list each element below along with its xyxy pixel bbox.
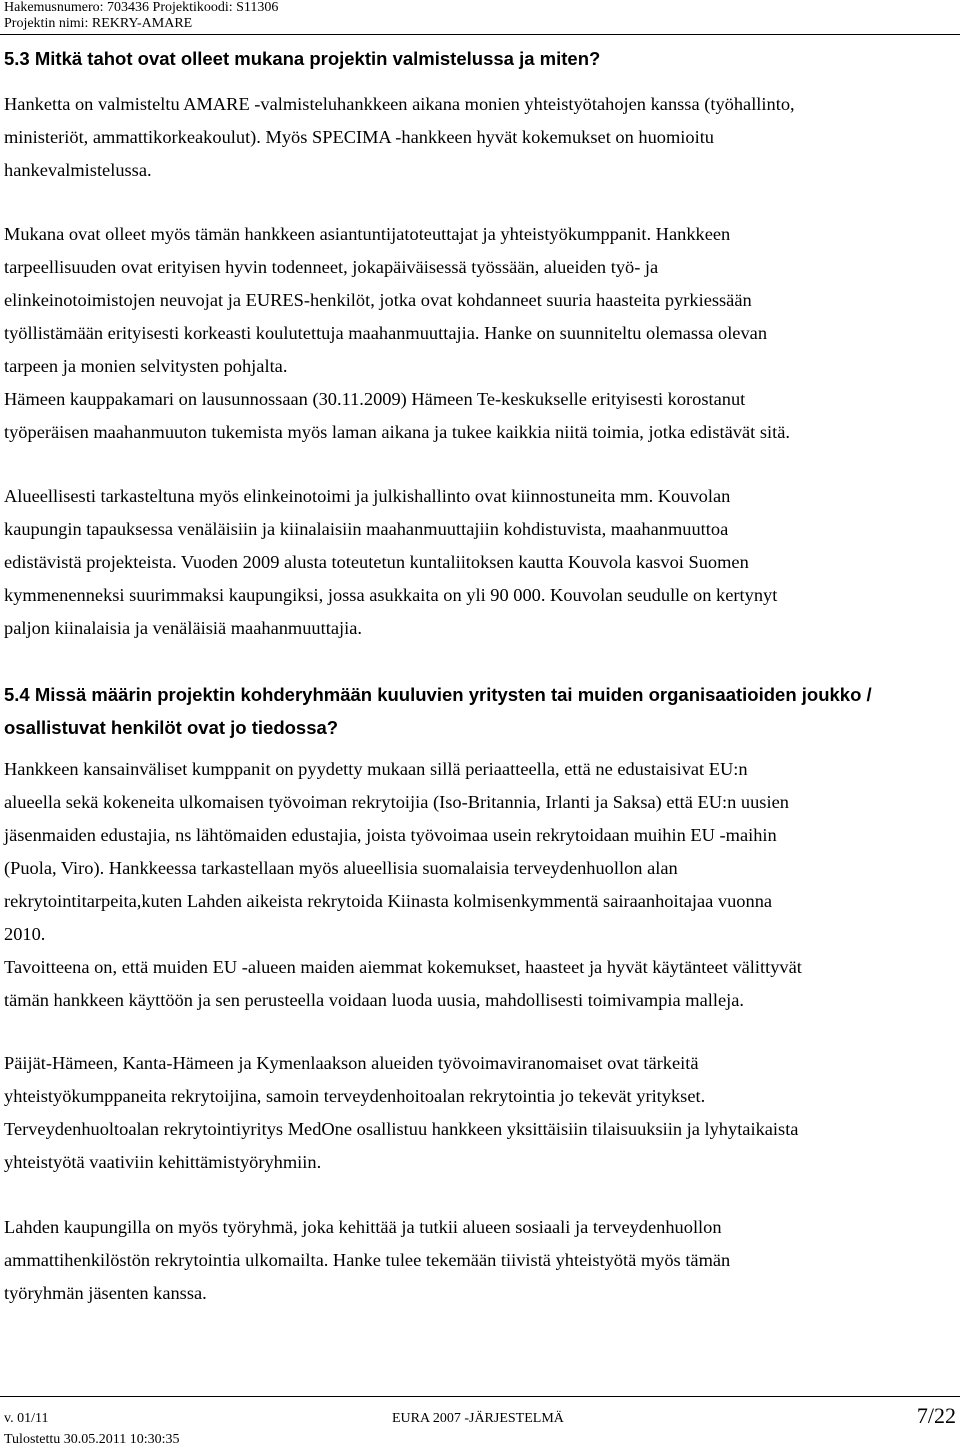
section-5-4-paragraph-3: Lahden kaupungilla on myös työryhmä, joka kehittää ja tutkii alueen sosiaali ja terveydenhuollon ammattihenkilöstön rekrytointia ulkomailta. Hanke tulee tekemään tiivistä yhteistyötä myös tämän työryhmän jäsenten kanssa. (4, 1217, 731, 1303)
header-rule (0, 34, 960, 35)
footer-printed-timestamp: Tulostettu 30.05.2011 10:30:35 (4, 1432, 180, 1447)
section-5-4-heading: 5.4 Missä määrin projektin kohderyhmään kuuluvien yritysten tai muiden organisaatioiden joukko / osallistuvat henkilöt ovat jo tiedossa? (4, 684, 872, 738)
footer-rule (0, 1396, 960, 1397)
footer-system-name: EURA 2007 -JÄRJESTELMÄ (392, 1411, 564, 1426)
section-5-3-paragraph-1: Hanketta on valmisteltu AMARE -valmisteluhankkeen aikana monien yhteistyötahojen kanssa (työhallinto, ministeriöt, ammattikorkeakoulut). Myös SPECIMA -hankkeen hyvät kokemukset on huomioitu hankevalmistelussa. (4, 94, 795, 180)
header-project-name: Projektin nimi: REKRY-AMARE (4, 16, 193, 31)
header-application-number: Hakemusnumero: 703436 Projektikoodi: S11306 (4, 0, 279, 15)
section-5-3-paragraph-3: Alueellisesti tarkasteltuna myös elinkeinotoimi ja julkishallinto ovat kiinnostuneita mm. Kouvolan kaupungin tapauksessa venäläisiin ja kiinalaisiin maahanmuuttajiin kohdistuvista, maahanmuuttoa edistävistä projekteista. Vuoden 2009 alusta toteutetun kuntaliitoksen kautta Kouvola kasvoi Suomen kymmenenneksi suurimmaksi kaupungiksi, jossa asukkaita on yli 90 000. Kouvolan seudulle on kertynyt paljon kiinalaisia ja venäläisiä maahanmuuttajia. (4, 486, 778, 638)
footer-version: v. 01/11 (4, 1411, 49, 1426)
section-5-3-paragraph-2: Mukana ovat olleet myös tämän hankkeen asiantuntijatoteuttajat ja yhteistyökumppanit. Hankkeen tarpeellisuuden ovat erityisen hyvin todenneet, jokapäiväisessä työssään, alueiden työ- ja elinkeinotoimistojen neuvojat ja EURES-henkilöt, jotka ovat kohdanneet suuria haasteita pyrkiessään työllistämään erityisesti korkeasti koulutettuja maahanmuuttajia. Hanke on suunniteltu olemassa olevan tarpeen ja monien selvitysten pohjalta. Hämeen kauppakamari on lausunnossaan (30.11.2009) Hämeen Te-keskukselle erityisesti korostanut työperäisen maahanmuuton tukemista myös laman aikana ja tukee kaikkia niitä toimia, jotka edistävät sitä. (4, 224, 790, 442)
section-5-4-paragraph-1: Hankkeen kansainväliset kumppanit on pyydetty mukaan sillä periaatteella, että ne edustaisivat EU:n alueella sekä kokeneita ulkomaisen työvoiman rekrytoijia (Iso-Britannia, Irlanti ja Saksa) että EU:n uusien jäsenmaiden edustajia, ns lähtömaiden edustajia, joista työvoimaa usein rekrytoidaan muihin EU -maihin (Puola, Viro). Hankkeessa tarkastellaan myös alueellisia suomalaisia terveydenhuollon alan rekrytointitarpeita,kuten Lahden aikeista rekrytoida Kiinasta kolmisenkymmentä sairaanhoitajaa vuonna 2010. Tavoitteena on, että muiden EU -alueen maiden aiemmat kokemukset, haasteet ja hyvät käytänteet välittyvät tämän hankkeen käyttöön ja sen perusteella voidaan luoda uusia, mahdollisesti toimivampia malleja. (4, 759, 802, 1010)
section-5-3-heading: 5.3 Mitkä tahot ovat olleet mukana projektin valmistelussa ja miten? (4, 48, 601, 69)
section-5-4-paragraph-2: Päijät-Hämeen, Kanta-Hämeen ja Kymenlaakson alueiden työvoimaviranomaiset ovat tärkeitä yhteistyökumppaneita rekrytoijina, samoin terveydenhoitoalan rekrytointia jo tekevät yritykset. Terveydenhuoltoalan rekrytointiyritys MedOne osallistuu hankkeen yksittäisiin tilaisuuksiin ja lyhytaikaista yhteistyötä vaativiin kehittämistyöryhmiin. (4, 1053, 799, 1172)
footer-page-number: 7/22 (916, 1403, 956, 1428)
